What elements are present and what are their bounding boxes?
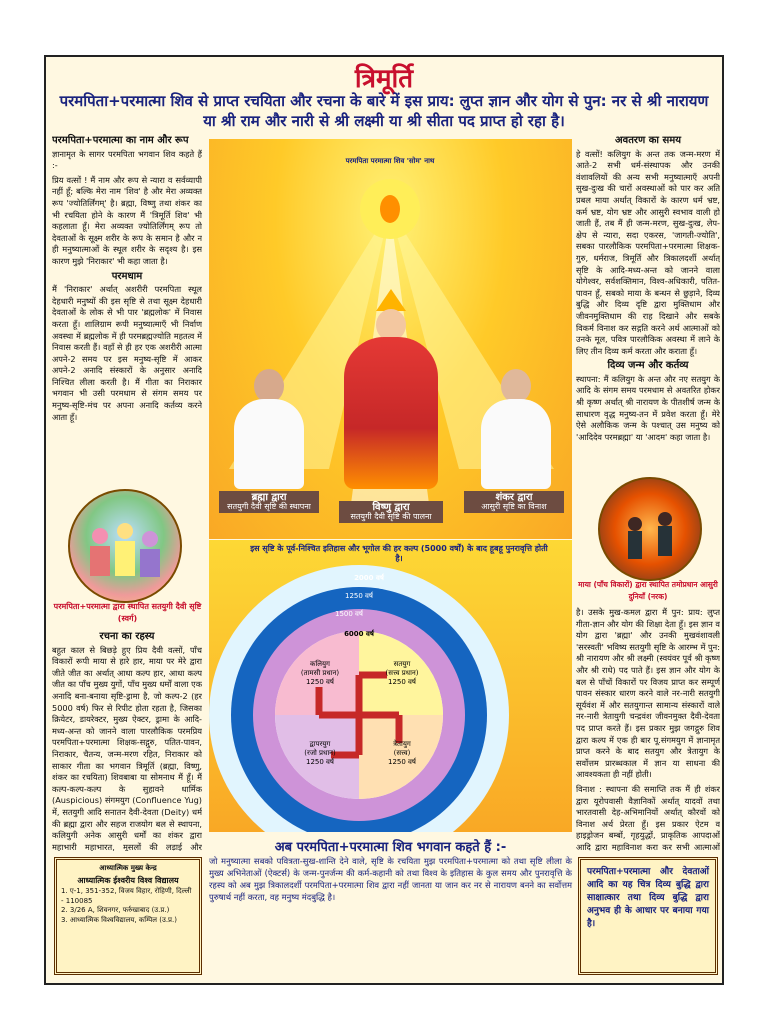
vishnu-label: विष्णु द्वारा — [372, 502, 410, 513]
left-circle-label: परमपिता+परमात्मा द्वारा स्थापित सतयुगी दैवी सृष्टि (स्वर्ग) — [53, 602, 202, 623]
right-section-4-body: विनाश : स्थापना की समाप्ति तक मैं ही शंकर द्वारा यूरोपवासी वैज्ञानिकों अर्थात् यादवों तथा भारतवासी देह-अभिमानियों अर्थात् कौरवों को विनाश अर्थ प्रेरता हूँ। इस प्रकार ऐटम व हाइड्रोजन बम्बों, गृहयुद्धों, प्राकृतिक आपदाओं आदि द्वारा महाविनाश करा कर सभी आत्माओं — [576, 783, 720, 851]
left-section-2-body: मैं 'निराकार' अर्थात् अशरीरी परमपिता स्थूल देहधारी मनुष्यों की इस सृष्टि से तथा सूक्ष्म देहधारी देवताओं के लोक से भी पार 'ब्रह्मलोक' में निवास करता हूँ। शालिग्राम रूपी मनुष्यात्माएँ भी निर्वाण अवस्था में ब्रह्मलोक में ही परमब्रह्मज्योति महतत्व में निवास करती हैं। वहाँ से ही हर एक अशरीरी आत्मा अपने-2 समय पर इस मनुष्य-सृष्टि में आकर अपने-2 अनादि संस्कारों के अनुसार अनादि निश्चित लीला करती है। मैं गीता का निराकार भगवान भी उसी परमधाम से संगम समय पर मनुष्य-सृष्टि-मंच पर अपना अनादि कर्तव्य करने आता हूँ। — [52, 284, 202, 422]
bottom-title: अब परमपिता+परमात्मा शिव भगवान कहते हैं :- — [274, 840, 507, 855]
right-circle-label: माया (पाँच विकारों) द्वारा स्थापित तमोप्रधान आसुरी दुनियाँ (नरक) — [578, 580, 718, 601]
quadrant-satyug — [377, 660, 427, 687]
shankar-caption — [464, 491, 564, 513]
left-section-1-intro: ज्ञानामृत के सागर परमपिता भगवान शिव कहते हैं :- — [52, 148, 202, 171]
vishnu-caption — [339, 501, 443, 523]
left-column — [52, 133, 202, 483]
year-label-2: 1250 वर्ष — [345, 592, 373, 600]
shankar-label: शंकर द्वारा — [495, 492, 533, 503]
quadrant-satyug-sub: (सत्त्व प्रधान) — [385, 669, 419, 677]
note-box: परमपिता+परमात्मा और देवताओं आदि का यह चित्र दिव्य बुद्धि द्वारा साक्षात्कार तथा दिव्य बुद्धि द्वारा अनुभव ही के आधार पर बनाया गया है। — [578, 857, 718, 975]
left-section-3-body: बहुत काल से बिछड़े हुए प्रिय दैवी वत्सों, पाँच विकारों रूपी माया से हारे हार, माया पर मेरे द्वारा जीते जीत का अर्थात् आधा कल्प हार, आधा कल्प जीत का पाँच मुख्य युगों, पाँच मुख्य धर्मों वाला एक अनादि बना-बनाया सृष्टि-ड्रामा है, जो कल्प-2 (हर 5000 वर्ष) फिर से रिपीट होता रहता है, जिसका क्रियेटर, डायरेक्टर, मुख्य ऐक्टर, ड्रामा के आदि-मध्य-अन्त को जानने वाला पारलौकिक परमप्रिय परमपिता+परमात्मा शिक्षक-सद्गुरु, पतित-पावन, निराकार, चैतन्य, जन्म-मरण रहित, निराकार को साकार गीता का भगवान त्रिमूर्ति (ब्रह्मा, विष्णु, शंकर का रचयिता) शिवबाबा या सोमनाथ मैं हूँ। मैं कल्प-कल्प-कल्प के सुहावने धार्मिक (Auspicious) संगमयुग (Confluence Yug) में, सतयुगी आदि सनातन दैवी-देवता (Deity) धर्म की ब्रह्मा द्वारा और सहज राजयोग बल से स्थापना, कलियुगी अनेक आसुरी धर्मों का शंकर द्वारा महाभारी महाभारत, मूसलों की लड़ाई और — [52, 644, 202, 851]
quadrant-dwaparyug-name: द्वापरयुग — [309, 740, 331, 748]
address-line-3: 3. आध्यात्मिक विश्वविद्यालय, कम्पिल (उ.प्र.) — [61, 915, 177, 924]
brahma-label: ब्रह्मा द्वारा — [251, 492, 287, 503]
year-label-1: 2000 वर्ष — [354, 574, 384, 582]
quadrant-kaliyug-name: कलियुग — [310, 660, 330, 668]
quadrant-tretayug-years: 1250 वर्ष — [388, 758, 416, 766]
address-head: आध्यात्मिक मुख्य केन्द्र — [99, 864, 157, 872]
trimurti-panel — [209, 139, 572, 539]
vishnu-sub: सतयुगी दैवी सृष्टि की पालना — [350, 512, 432, 521]
right-section-1-title: अवतरण का समय — [615, 135, 681, 146]
left-section-1-title: परमपिता+परमात्मा का नाम और रूप — [52, 135, 189, 146]
bottom-text: जो मनुष्यात्मा सबको पवित्रता-सुख-शान्ति देने वाले, सृष्टि के रचयिता मुझ परमपिता+परमात्मा को तथा सृष्टि लीला के मुख्य अभिनेताओं (ऐक्टर्स) के जन्म-पुनर्जन्म की कर्म-कहानी को तथा विश्व के इतिहास के कुल समय और पुनरावृत्ति के रहस्य को अब मुझ त्रिकालदर्शी परमपिता+परमात्मा शिव द्वारा नहीं जानता या जान कर नर से नारायण बनने का सर्वोत्तम पुरुषार्थ नहीं करता, वह मनुष्य मंदबुद्धि है। — [209, 856, 572, 902]
shiva-jyotirlingam-icon — [380, 195, 400, 223]
shiva-arc-label: परमपिता परमात्मा शिव 'सोम' नाथ — [345, 157, 435, 165]
left-section-3-title: रचना का रहस्य — [99, 631, 155, 642]
page-subtitle: परमपिता+परमात्मा शिव से प्राप्त रचयिता और रचना के बारे में इस प्राय: लुप्त ज्ञान और योग से पुन: नर से श्री नारायण या श्री राम और नारी से श्री लक्ष्मी या श्री सीता पद प्राप्त हो रहा है। — [59, 92, 709, 130]
brahma-sub: सतयुगी दैवी सृष्टि की स्थापना — [227, 502, 311, 511]
right-section-2-title: दिव्य जन्म और कर्तव्य — [607, 360, 689, 372]
quadrant-dwaparyug-years: 1250 वर्ष — [306, 758, 334, 766]
vishnu-figure — [339, 289, 443, 489]
quadrant-satyug-name: सतयुग — [393, 660, 411, 668]
quadrant-dwaparyug — [295, 740, 345, 767]
address-line-2: 2. 3/26 A, शिवनगर, फर्रुखाबाद (उ.प्र.) — [61, 906, 170, 914]
brahma-caption — [219, 491, 319, 513]
quadrant-tretayug-name: त्रेतायुग — [393, 740, 411, 748]
address-line-1: 1. ए-1, 351-352, विजय विहार, रोहिणी, दिल्ली - 110085 — [61, 887, 192, 905]
quadrant-dwaparyug-sub: (रजो प्रधान) — [304, 749, 336, 757]
year-label-3: 1500 वर्ष — [335, 610, 363, 618]
page-title: त्रिमूर्ति — [354, 64, 414, 94]
quadrant-tretayug — [377, 740, 427, 767]
year-label-4: 6000 वर्ष — [344, 630, 374, 638]
heaven-scene-icon — [70, 491, 180, 601]
hell-scene-icon — [600, 479, 700, 579]
right-section-2-body: स्थापना: मैं कलियुग के अन्त और नए सतयुग के आदि के संगम समय परमधाम से अवतरित होकर श्री कृष्ण अर्थात् श्री नारायण के पीतशीर्ष जन्म के साधारण वृद्ध मनुष्य-तन में प्रवेश करता हूँ। मेरे ऐसे अलौकिक जन्म के पश्चात् उस मनुष्य को 'आदिदेव परमब्रह्मा' या 'आदम' कहा जाता है। — [576, 373, 720, 442]
kaliyug-hell-image — [598, 477, 702, 581]
satyug-heaven-image — [68, 489, 182, 603]
address-name: आध्यात्मिक ईश्वरीय विश्व विद्यालय — [77, 875, 179, 885]
quadrant-kaliyug-years: 1250 वर्ष — [306, 678, 334, 686]
world-cycle-panel — [209, 540, 572, 832]
address-box — [54, 857, 202, 975]
quadrant-kaliyug-sub: (तामसी प्रधान) — [300, 669, 340, 677]
right-column-lower — [576, 607, 720, 851]
brahma-figure — [224, 369, 314, 489]
left-section-1-body: प्रिय वत्सों ! मैं नाम और रूप से न्यारा व सर्वव्यापी नहीं हूँ; बल्कि मेरा नाम 'शिव' है और मेरा अव्यक्त रूप 'ज्योतिर्लिंगम्' है। ब्रह्मा, विष्णु तथा शंकर का भी रचयिता होने के कारण मैं 'त्रिमूर्ति शिव' भी कहलाता हूँ। मेरा अव्यक्त ज्योतिर्लिंगम् रूप तो देवताओं के सूक्ष्म शरीर के रूप के समान है और न ही मनुष्यात्माओं के स्थूल शरीर के सदृश्य है। इस कारण मुझे 'निराकार' भी कहा जाता है। — [52, 174, 202, 266]
right-column — [576, 133, 720, 513]
right-section-3-body: है। उसके मुख-कमल द्वारा मैं पुन: प्राय: लुप्त गीता-ज्ञान और योग की शिक्षा देता हूँ। इस ज्ञान व योग द्वारा 'ब्रह्मा' और उनकी मुखवंशावली 'सरस्वती' भविष्य सतयुगी सृष्टि के आरम्भ में पुन: श्री नारायण और श्री लक्ष्मी (स्वयंवर पूर्व श्री कृष्ण और श्री राधे) पद पाते हैं। इस ज्ञान और योग के बल से पाँचों विकारों पर विजय प्राप्त कर सम्पूर्ण पावन संस्कार धारण करने वाले नर-नारी सतयुगी सूर्यवंश में और सतयुगान्त सामान्य संस्कारों वाले नर-नारी त्रेतायुगी चन्द्रवंश जीवनमुक्त दैवी-देवता पद प्राप्त करते हैं। इस प्रकार मुझ जगद्गुरु शिव द्वारा कल्प में एक ही बार पू.संगमयुग में ज्ञानामृत प्राप्त करने के बाद सतयुग और त्रेतायुग के सर्वोत्तम प्रारब्धकाल में ज्ञान या साधना की आवश्यकता ही नहीं होती। — [576, 607, 720, 780]
shankar-sub: आसुरी सृष्टि का विनाश — [481, 502, 547, 511]
poster — [44, 55, 724, 985]
left-section-2-title: परमधाम — [111, 270, 143, 282]
quadrant-tretayug-sub: (सत्त्व) — [393, 749, 411, 757]
wheel-arc-title: इस सृष्टि के पूर्व-निश्चित इतिहास और भूगोल की हर कल्प (5000 वर्षों) के बाद हूबहू पुनरावृत्ति होती है। — [250, 544, 548, 563]
right-section-1-body: हे वत्सों! कलियुग के अन्त तक जन्म-मरण में आते-2 सभी धर्म-संस्थापक और उनकी वंशावलियों की अन्य सभी मनुष्यात्माएँ अपनी सुख-दुःख की चारों अवस्थाओं को पार कर अति प्रबल माया अर्थात् विकारों के कारण धर्म भ्रष्ट, कर्म भ्रष्ट, योग भ्रष्ट और आसुरी स्वभाव वाली हो जाती हैं, तब मैं ही जन्म-मरण, सुख-दुःख, लेप-क्षेप से न्यारा, सदा एकरस, 'जागती-ज्योति', सबका पारलौकिक परमपिता+परमात्मा शिक्षक-गुरु, धर्मराज, त्रिमूर्ति और त्रिकालदर्शी अर्थात् सृष्टि के आदि-मध्य-अन्त को जानने वाला योगेश्वर, सर्वशक्तिमान, विश्व-अधिकारी, पतित-पावन हूँ, सबको माया के बन्धन से छुड़ाने, दिव्य बुद्धि और दिव्य दृष्टि द्वारा मुक्तिधाम और जीवनमुक्तिधाम की राह दिखाने और सबके विकर्म विनाश कर सद्गति करने अर्थ आत्माओं को उनके मूल, पवित्र पारलौकिक अवस्था में लाने के लिए तीन दिव्य कर्म करता और कराता हूँ। — [576, 148, 720, 356]
shankar-figure — [471, 369, 561, 489]
quadrant-satyug-years: 1250 वर्ष — [388, 678, 416, 686]
quadrant-kaliyug — [295, 660, 345, 687]
left-column-lower — [52, 629, 202, 851]
